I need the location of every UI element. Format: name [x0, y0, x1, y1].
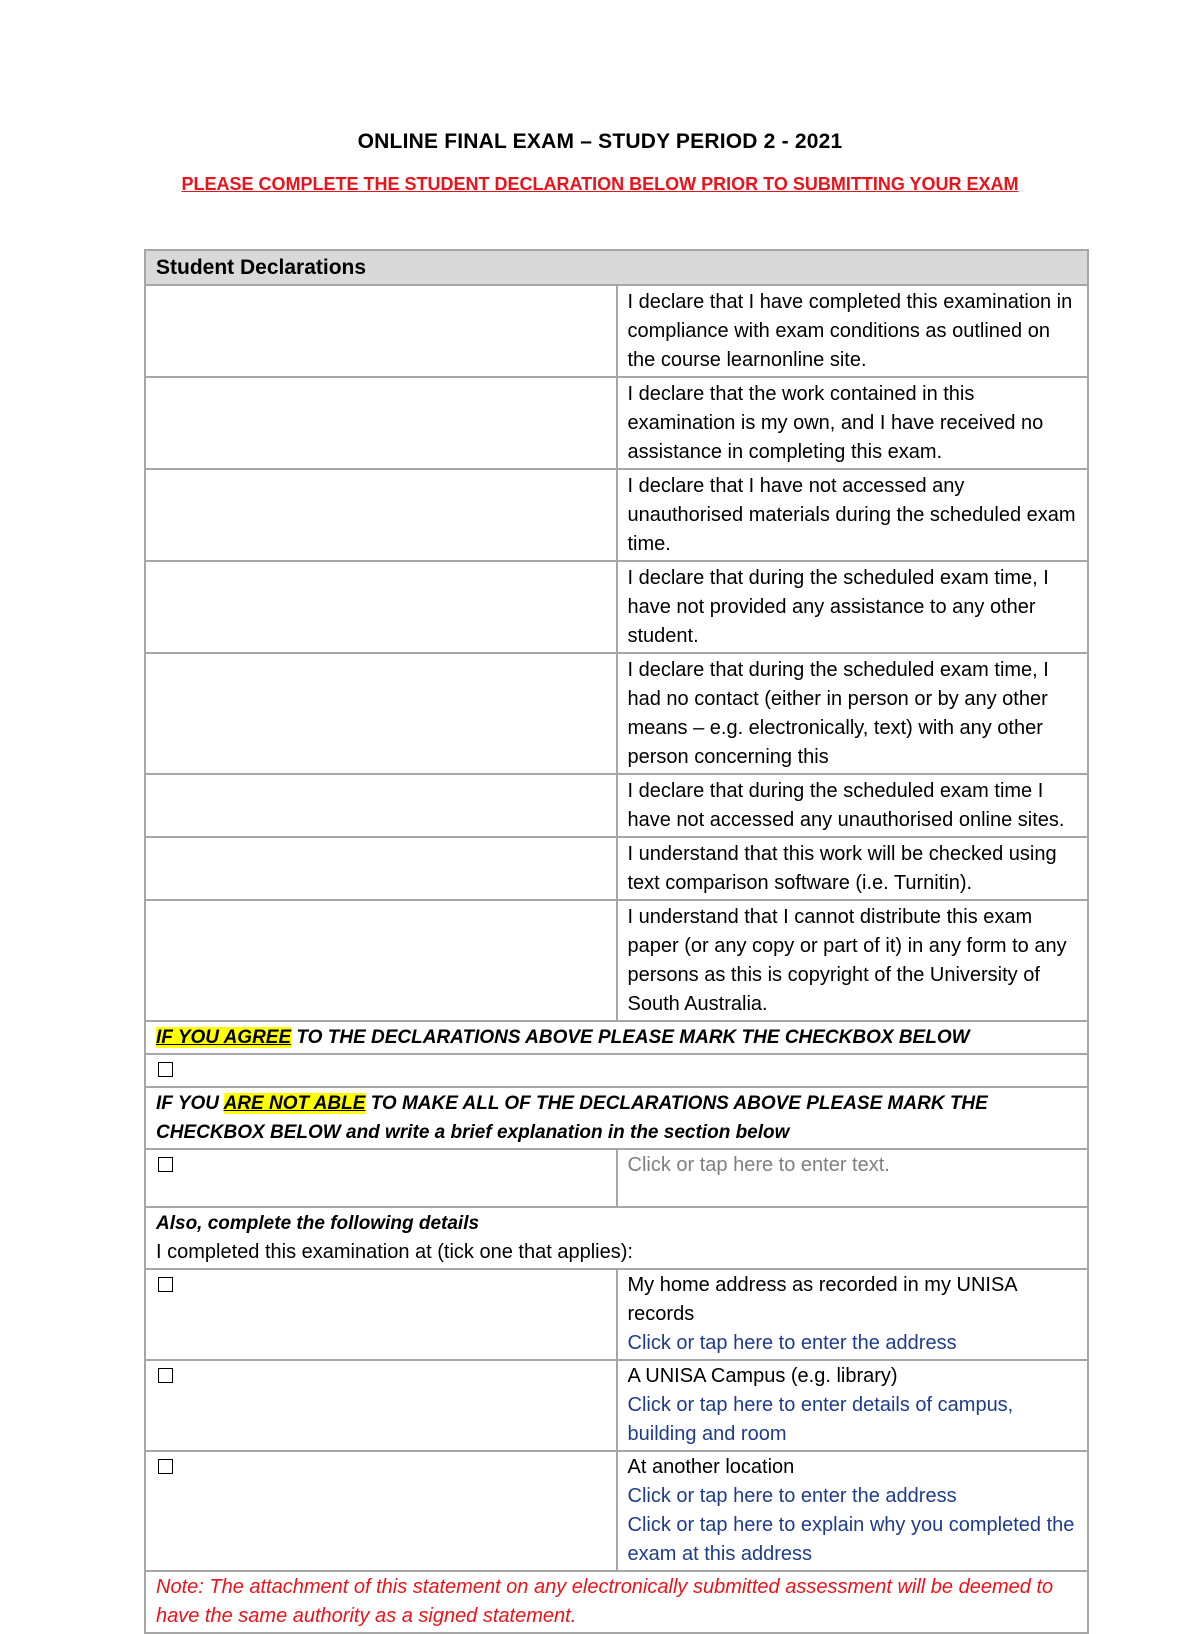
declaration-row	[145, 774, 1088, 837]
details-heading: Also, complete the following details	[156, 1213, 480, 1234]
declaration-row	[145, 837, 1088, 900]
location-label: At another location	[627, 1456, 795, 1478]
declaration-row	[145, 653, 1088, 774]
explanation-placeholder[interactable]: Click or tap here to enter text.	[627, 1154, 890, 1176]
agree-highlight: IF YOU AGREE	[156, 1027, 292, 1048]
not-able-instruction	[145, 1087, 1088, 1149]
table-header: Student Declarations	[145, 250, 1088, 285]
declaration-box[interactable]	[145, 561, 617, 653]
agree-checkbox-cell	[145, 1054, 1088, 1087]
not-able-row	[145, 1149, 1088, 1207]
campus-checkbox[interactable]	[158, 1368, 173, 1383]
agree-checkbox[interactable]	[158, 1062, 173, 1077]
declaration-row	[145, 469, 1088, 561]
declaration-text: I declare that I have not accessed any unauthorised materials during the scheduled exam time.	[617, 469, 1089, 561]
location-row-other	[145, 1451, 1088, 1571]
other-location-checkbox[interactable]	[158, 1459, 173, 1474]
not-able-prefix: IF YOU	[156, 1093, 224, 1114]
location-label: A UNISA Campus (e.g. library)	[627, 1365, 898, 1387]
declaration-text: I declare that during the scheduled exam time I have not accessed any unauthorised online sites.	[617, 774, 1089, 837]
declaration-row	[145, 900, 1088, 1021]
details-cell	[145, 1207, 1088, 1269]
agree-instruction-text: TO THE DECLARATIONS ABOVE PLEASE MARK THE CHECKBOX BELOW	[291, 1027, 970, 1048]
campus-details-input[interactable]: Click or tap here to enter details of campus, building and room	[627, 1394, 1014, 1445]
declaration-text: I declare that I have completed this examination in compliance with exam conditions as outlined on the course learnonline site.	[617, 285, 1089, 377]
not-able-instruction-row	[145, 1087, 1088, 1149]
declaration-box[interactable]	[145, 377, 617, 469]
location-checkbox-cell	[145, 1360, 617, 1451]
location-cell	[617, 1360, 1089, 1451]
declaration-row	[145, 561, 1088, 653]
declaration-text: I declare that the work contained in this examination is my own, and I have received no assistance in completing this exam.	[617, 377, 1089, 469]
home-address-input[interactable]: Click or tap here to enter the address	[627, 1332, 957, 1354]
declaration-text: I declare that during the scheduled exam time, I have not provided any assistance to any other student.	[617, 561, 1089, 653]
details-instruction: I completed this examination at (tick one that applies):	[156, 1241, 633, 1263]
other-reason-input[interactable]: Click or tap here to explain why you completed the exam at this address	[627, 1514, 1075, 1565]
declaration-text: I declare that during the scheduled exam time, I had no contact (either in person or by any other means – e.g. electronically, text) with any other person concerning this	[617, 653, 1089, 774]
declaration-table	[144, 249, 1089, 1634]
page-title: ONLINE FINAL EXAM – STUDY PERIOD 2 - 2021	[357, 130, 843, 153]
declaration-row	[145, 285, 1088, 377]
location-row-home	[145, 1269, 1088, 1360]
agree-checkbox-row	[145, 1054, 1088, 1087]
declaration-box[interactable]	[145, 837, 617, 900]
agree-instruction-row	[145, 1021, 1088, 1054]
declaration-box[interactable]	[145, 774, 617, 837]
table-header-row	[145, 250, 1088, 285]
note-text: Note: The attachment of this statement on any electronically submitted assessment will be deemed to have the same authority as a signed statement.	[145, 1571, 1088, 1633]
not-able-checkbox-cell	[145, 1149, 617, 1207]
not-able-highlight: ARE NOT ABLE	[223, 1093, 366, 1114]
location-checkbox-cell	[145, 1451, 617, 1571]
declaration-text: I understand that this work will be checked using text comparison software (i.e. Turnitin).	[617, 837, 1089, 900]
agree-instruction	[145, 1021, 1088, 1054]
location-label: My home address as recorded in my UNISA records	[627, 1274, 1017, 1325]
declaration-box[interactable]	[145, 285, 617, 377]
location-cell	[617, 1451, 1089, 1571]
declaration-box[interactable]	[145, 469, 617, 561]
not-able-instruction-text: TO MAKE ALL OF THE DECLARATIONS ABOVE PLEASE MARK THE CHECKBOX BELOW and write a brief explanation in the section below	[156, 1093, 988, 1143]
details-row	[145, 1207, 1088, 1269]
note-row	[145, 1571, 1088, 1633]
other-address-input[interactable]: Click or tap here to enter the address	[627, 1485, 957, 1507]
declaration-box[interactable]	[145, 900, 617, 1021]
explanation-field[interactable]	[617, 1149, 1089, 1207]
location-checkbox-cell	[145, 1269, 617, 1360]
declaration-text: I understand that I cannot distribute this exam paper (or any copy or part of it) in any form to any persons as this is copyright of the University of South Australia.	[617, 900, 1089, 1021]
location-cell	[617, 1269, 1089, 1360]
home-address-checkbox[interactable]	[158, 1277, 173, 1292]
not-able-checkbox[interactable]	[158, 1157, 173, 1172]
declaration-row	[145, 377, 1088, 469]
location-row-campus	[145, 1360, 1088, 1451]
page-subtitle: PLEASE COMPLETE THE STUDENT DECLARATION BELOW PRIOR TO SUBMITTING YOUR EXAM	[181, 174, 1019, 194]
declaration-box[interactable]	[145, 653, 617, 774]
